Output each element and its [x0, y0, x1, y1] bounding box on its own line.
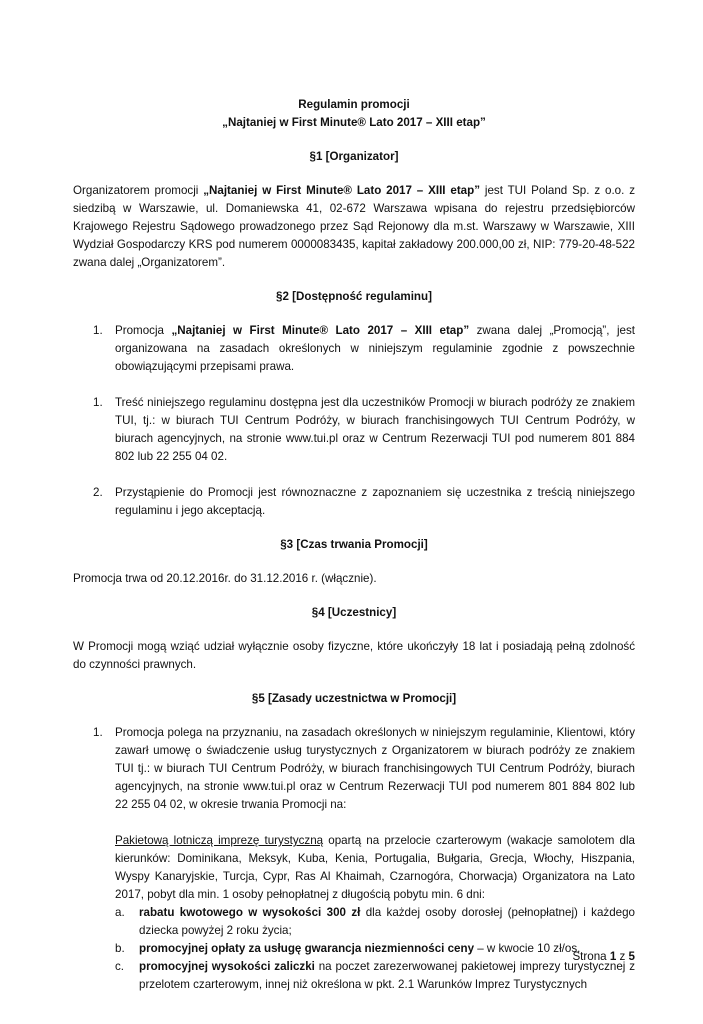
list-item	[73, 484, 635, 520]
footer-total-pages: 5	[628, 950, 635, 963]
section-5-list	[73, 724, 635, 814]
sub-marker: c.	[115, 960, 125, 973]
section-3-text: Promocja trwa od 20.12.2016r. do 31.12.2016 r. (włącznie).	[73, 572, 377, 585]
footer-of: z	[616, 950, 629, 963]
title-line-1: Regulamin promocji	[298, 98, 410, 111]
s2-item2-text: Treść niniejszego regulaminu dostępna jest dla uczestników Promocji w biurach podróży ze znakiem TUI, tj.: w biurach TUI Centrum Podróży, w biurach franchisingowych TUI Centrum Podróży, w biurach agencyjnych, na stronie www.tui.pl oraz w Centrum Rezerwacji TUI pod numerem 801 884 802 lub 22 255 04 02.	[115, 396, 635, 463]
sub-item-b	[73, 940, 635, 958]
section-5-package-paragraph	[73, 832, 635, 904]
footer-page-number: 1	[609, 950, 617, 963]
sub-a-rest: dla każdej osoby dorosłej (pełnopłatnej) i każdego dziecka powyżej 2 roku życia;	[139, 906, 635, 937]
sub-item-c	[73, 958, 635, 994]
document-title	[73, 96, 635, 132]
s1-pre: Organizatorem promocji	[73, 184, 204, 197]
package-term: Pakietową lotniczą imprezę turystyczną	[115, 834, 324, 847]
section-2-list-a	[73, 322, 635, 376]
s2-item1-promo-name: „Najtaniej w First Minute® Lato 2017 – XIII etap”	[171, 324, 470, 337]
section-1-text	[73, 182, 635, 272]
sub-c-bold: promocyjnej wysokości zaliczki	[139, 960, 315, 973]
section-4-heading: §4 [Uczestnicy]	[311, 606, 397, 619]
footer-label: Strona	[572, 950, 610, 963]
s5-item1-text: Promocja polega na przyznaniu, na zasadach określonych w niniejszym regulaminie, Klientowi, który zawarł umowę o świadczenie usług turystycznych z Organizatorem w biurach podróży ze znakiem TUI tj.: w biurach TUI Centrum Podróży, w biurach franchisingowych TUI Centrum Podróży, biurach agencyjnych, na stronie www.tui.pl oraz w Centrum Rezerwacji TUI pod numerem 801 884 802 lub 22 255 04 02, w okresie trwania Promocji na:	[115, 726, 635, 811]
list-item	[73, 322, 635, 376]
document-page	[73, 96, 635, 994]
section-5-heading: §5 [Zasady uczestnictwa w Promocji]	[251, 692, 457, 705]
section-1-heading: §1 [Organizator]	[309, 150, 399, 163]
list-item	[73, 394, 635, 466]
sub-item-a	[73, 904, 635, 940]
page-footer	[572, 948, 635, 966]
title-line-2: „Najtaniej w First Minute® Lato 2017 – XIII etap”	[222, 116, 486, 129]
list-marker: 1.	[93, 324, 103, 337]
sub-marker: a.	[115, 906, 125, 919]
list-item	[73, 724, 635, 814]
list-marker: 1.	[93, 396, 103, 409]
s2-item1-post: zwana dalej „Promocją”, jest organizowana na zasadach określonych w niniejszym regulaminie zgodnie z powszechnie obowiązującymi przepisami prawa.	[115, 324, 635, 373]
section-2-list-b	[73, 394, 635, 520]
list-marker: 2.	[93, 486, 103, 499]
sub-b-rest: – w kwocie 10 zł/os.	[474, 942, 581, 955]
s2-item3-text: Przystąpienie do Promocji jest równoznaczne z zapoznaniem się uczestnika z treścią niniejszego regulaminu i jego akceptacją.	[115, 486, 635, 517]
section-4-text: W Promocji mogą wziąć udział wyłącznie osoby fizyczne, które ukończyły 18 lat i posiadają pełną zdolność do czynności prawnych.	[73, 640, 635, 671]
s2-item1-pre: Promocja	[115, 324, 172, 337]
sub-marker: b.	[115, 942, 125, 955]
sub-c-rest: na poczet zarezerwowanej pakietowej imprezy turystycznej z przelotem czarterowym, innej niż określona w pkt. 2.1 Warunków Imprez Turystycznych	[139, 960, 635, 991]
sub-b-bold: promocyjnej opłaty za usługę gwarancja niezmienności ceny	[139, 942, 475, 955]
package-rest: opartą na przelocie czarterowym (wakacje samolotem dla kierunków: Dominikana, Meksyk, Kuba, Kenia, Portugalia, Bułgaria, Grecja, Włochy, Hiszpania, Wyspy Kanaryjskie, Turcja, Cypr, Ras Al Khaimah, Czarnogóra, Chorwacja) Organizatora na Lato 2017, pobyt dla min. 1 osoby pełnopłatnej z długością pobytu min. 6 dni:	[115, 834, 635, 901]
section-2-heading: §2 [Dostępność regulaminu]	[276, 290, 432, 303]
sub-a-bold: rabatu kwotowego w wysokości 300 zł	[139, 906, 361, 919]
s1-post: jest TUI Poland Sp. z o.o. z siedzibą w Warszawie, ul. Domaniewska 41, 02-672 Warszawa wpisana do rejestru przedsiębiorców Krajowego Rejestru Sądowego prowadzonego przez Sąd Rejonowy dla m.st. Warszawy w Warszawie, XIII Wydział Gospodarczy KRS pod numerem 0000083435, kapitał zakładowy 200.000,00 zł, NIP: 779-20-48-522 zwana dalej „Organizatorem”.	[73, 184, 635, 269]
list-marker: 1.	[93, 726, 103, 739]
section-3-heading: §3 [Czas trwania Promocji]	[280, 538, 428, 551]
s1-promo-name: „Najtaniej w First Minute® Lato 2017 – XIII etap”	[203, 184, 481, 197]
